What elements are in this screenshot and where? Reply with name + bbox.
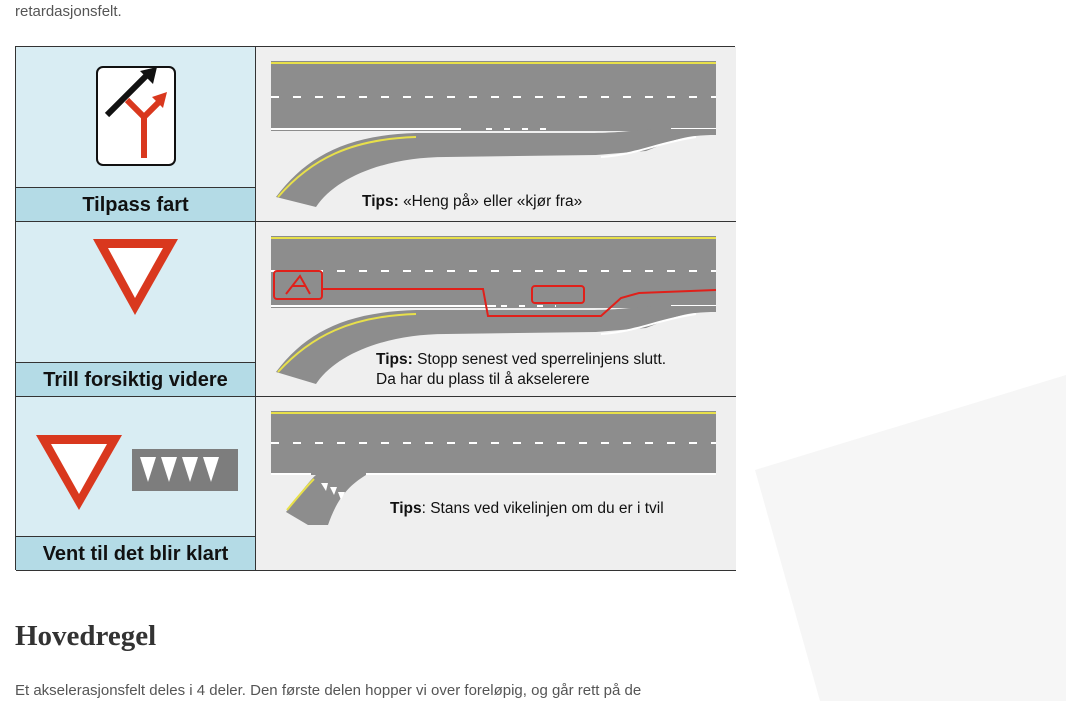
row-caption: Trill forsiktig videre: [16, 362, 255, 396]
shark-teeth-sign-icon: [132, 449, 238, 491]
tip-text: [376, 350, 666, 390]
yield-triangle-icon: [93, 239, 178, 315]
tip-label: Tips:: [362, 193, 399, 210]
merge-rules-figure: [15, 46, 735, 570]
tip-body: «Heng på» eller «kjør fra»: [403, 193, 583, 210]
tip-body: : Stans ved vikelinjen om du er i tvil: [421, 500, 664, 517]
tip-text: [390, 499, 664, 519]
road-cell-adjust-speed: [256, 47, 736, 222]
tip-body-line2: Da har du plass til å akselerere: [376, 371, 590, 388]
intro-text-fragment: retardasjonsfelt.: [15, 3, 122, 20]
tip-body: Stopp senest ved sperrelinjens slutt.: [417, 351, 667, 368]
merge-arrows-sign-icon: [97, 67, 175, 165]
section-heading: Hovedregel: [15, 620, 157, 652]
road-diagram-yield-line: [256, 397, 736, 572]
tip-label: Tips:: [376, 351, 413, 368]
road-cell-wait: [256, 397, 736, 571]
tip-label: Tips: [390, 500, 422, 517]
sign-cell-adjust-speed: [16, 47, 256, 222]
yield-triangle-icon: [36, 435, 122, 510]
road-cell-roll-carefully: [256, 222, 736, 397]
sign-cell-roll-carefully: [16, 222, 256, 397]
row-caption: Tilpass fart: [16, 187, 255, 221]
row-caption: Vent til det blir klart: [16, 536, 255, 570]
sign-cell-wait: [16, 397, 256, 571]
body-paragraph: Et akselerasjonsfelt deles i 4 deler. Den første delen hopper vi over foreløpig, og går rett på de: [15, 682, 642, 699]
tip-text: [362, 192, 582, 212]
